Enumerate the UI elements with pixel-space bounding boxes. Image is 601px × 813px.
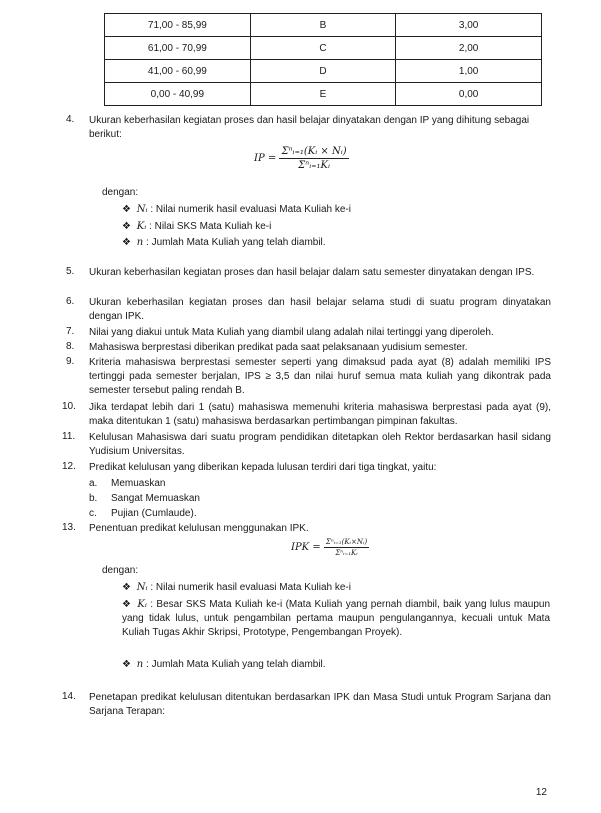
- variable-symbol: n: [136, 237, 144, 248]
- bullet-item: [122, 203, 351, 217]
- table-row: [105, 83, 542, 106]
- bullet-item: [122, 236, 326, 250]
- item-13-text: Penentuan predikat kelulusan menggunakan IPK.: [89, 523, 309, 534]
- table-cell-point: 1,00: [396, 60, 542, 83]
- bullet-item: [122, 581, 351, 595]
- ipk-formula-lhs: IPK =: [291, 542, 321, 553]
- ip-formula-denominator: Σⁿᵢ₌₁Kᵢ: [298, 160, 330, 171]
- page-number: 12: [535, 787, 547, 798]
- item-number: 9.: [66, 356, 75, 367]
- item-number: 4.: [66, 114, 75, 125]
- diamond-bullet-icon: ❖: [122, 599, 131, 610]
- table-cell-point: 2,00: [396, 37, 542, 60]
- table-cell-point: 3,00: [396, 14, 542, 37]
- bullet-item: [122, 220, 271, 234]
- ip-formula-numerator: Σⁿᵢ₌₁(Kᵢ × Nᵢ): [281, 146, 347, 157]
- dengan-label: dengan:: [102, 565, 139, 576]
- sub-list-item: [89, 507, 197, 521]
- bullet-item: [122, 658, 326, 672]
- diamond-bullet-icon: ❖: [122, 659, 131, 670]
- table-cell-grade: D: [250, 60, 396, 83]
- ipk-formula: [291, 538, 369, 557]
- ip-formula-lhs: IP =: [254, 153, 277, 164]
- item-number: 7.: [66, 326, 75, 337]
- table-cell-range: 41,00 - 60,99: [105, 60, 251, 83]
- ip-formula: [254, 146, 349, 171]
- bullet-item: [122, 598, 550, 639]
- table-row: [105, 60, 542, 83]
- variable-symbol: Nᵢ: [136, 204, 148, 215]
- sub-list-text: Pujian (Cumlaude).: [111, 508, 197, 519]
- item-8-text: Mahasiswa berprestasi diberikan predikat pada saat pelaksanaan yudisium semester.: [89, 342, 468, 353]
- sub-list-letter: c.: [89, 508, 97, 519]
- table-cell-grade: E: [250, 83, 396, 106]
- sub-list-item: [89, 492, 200, 506]
- item-11-text: Kelulusan Mahasiswa dari suatu program pendidikan ditetapkan oleh Rektor berdasarkan hasil sidang Yudisium Universitas.: [89, 432, 551, 457]
- item-number: 11.: [62, 431, 76, 442]
- table-cell-range: 71,00 - 85,99: [105, 14, 251, 37]
- table-cell-grade: B: [250, 14, 396, 37]
- bullet-text: : Besar SKS Mata Kuliah ke-i (Mata Kuliah yang pernah diambil, baik yang lulus maupun yang tidak lulus, untuk pengambilan pertama maupun pengulangannya, kecuali untuk Mata Kuliah Tugas Akhir Skripsi, Prototype, Pengembangan Proyek).: [122, 599, 550, 638]
- variable-symbol: Kᵢ: [137, 599, 147, 610]
- bullet-text: : Nilai numerik hasil evaluasi Mata Kuliah ke-i: [147, 582, 351, 593]
- variable-symbol: n: [136, 659, 144, 670]
- dengan-label: dengan:: [102, 187, 139, 198]
- item-number: 5.: [66, 266, 75, 277]
- item-14-text: Penetapan predikat kelulusan ditentukan berdasarkan IPK dan Masa Studi untuk Program Sarjana dan Sarjana Terapan:: [89, 692, 551, 717]
- table-row: [105, 14, 542, 37]
- diamond-bullet-icon: ❖: [122, 582, 131, 593]
- item-number: 6.: [66, 296, 75, 307]
- grade-table: [104, 13, 542, 106]
- bullet-text: : Nilai SKS Mata Kuliah ke-i: [146, 221, 272, 232]
- diamond-bullet-icon: ❖: [122, 237, 131, 248]
- table-cell-range: 61,00 - 70,99: [105, 37, 251, 60]
- item-12-text: Predikat kelulusan yang diberikan kepada lulusan terdiri dari tiga tingkat, yaitu:: [89, 462, 437, 473]
- variable-symbol: Nᵢ: [136, 582, 148, 593]
- bullet-text: : Jumlah Mata Kuliah yang telah diambil.: [143, 237, 326, 248]
- ipk-formula-fraction: [324, 538, 369, 557]
- table-cell-grade: C: [250, 37, 396, 60]
- bullet-text: : Jumlah Mata Kuliah yang telah diambil.: [143, 659, 326, 670]
- item-4-text: Ukuran keberhasilan kegiatan proses dan hasil belajar dinyatakan dengan IP yang dihitung sebagai berikut:: [89, 115, 530, 140]
- table-row: [105, 37, 542, 60]
- table-cell-point: 0,00: [396, 83, 542, 106]
- sub-list-text: Sangat Memuaskan: [111, 493, 200, 504]
- ipk-formula-numerator: Σⁿᵢ₌₁(Kᵢ×Nᵢ): [325, 538, 368, 546]
- item-number: 13.: [62, 522, 76, 533]
- item-5-text: Ukuran keberhasilan kegiatan proses dan hasil belajar dalam satu semester dinyatakan dengan IPS.: [89, 267, 535, 278]
- item-number: 14.: [62, 691, 76, 702]
- sub-list-letter: a.: [89, 478, 98, 489]
- table-cell-range: 0,00 - 40,99: [105, 83, 251, 106]
- item-number: 10.: [62, 401, 76, 412]
- item-10-text: Jika terdapat lebih dari 1 (satu) mahasiswa memenuhi kriteria mahasiswa berprestasi pada ayat (9), maka ditentukan 1 (satu) mahasiswa berdasarkan pertimbangan pimpinan fakultas.: [89, 402, 551, 427]
- sub-list-text: Memuaskan: [111, 478, 166, 489]
- ip-formula-fraction: [279, 146, 348, 171]
- item-9-text: Kriteria mahasiswa berprestasi semester seperti yang dimaksud pada ayat (8) adalah memiliki IPS tertinggi pada semester berjalan, IPS ≥ 3,5 dan nilai huruf semua mata kuliah yang dikontrak pada semester tersebut paling rendah B.: [89, 357, 551, 396]
- variable-symbol: Kᵢ: [136, 221, 147, 232]
- sub-list-item: [89, 477, 165, 491]
- item-6-text: Ukuran keberhasilan kegiatan proses dan hasil belajar selama studi di suatu program dinyatakan dengan IPK.: [89, 297, 551, 322]
- sub-list-letter: b.: [89, 493, 98, 504]
- item-number: 12.: [62, 461, 76, 472]
- diamond-bullet-icon: ❖: [122, 221, 131, 232]
- ipk-formula-denominator: Σⁿᵢ₌₁Kᵢ: [335, 549, 358, 557]
- item-7-text: Nilai yang diakui untuk Mata Kuliah yang diambil ulang adalah nilai tertinggi yang diperoleh.: [89, 327, 494, 338]
- bullet-text: : Nilai numerik hasil evaluasi Mata Kuliah ke-i: [147, 204, 351, 215]
- diamond-bullet-icon: ❖: [122, 204, 131, 215]
- item-number: 8.: [66, 341, 75, 352]
